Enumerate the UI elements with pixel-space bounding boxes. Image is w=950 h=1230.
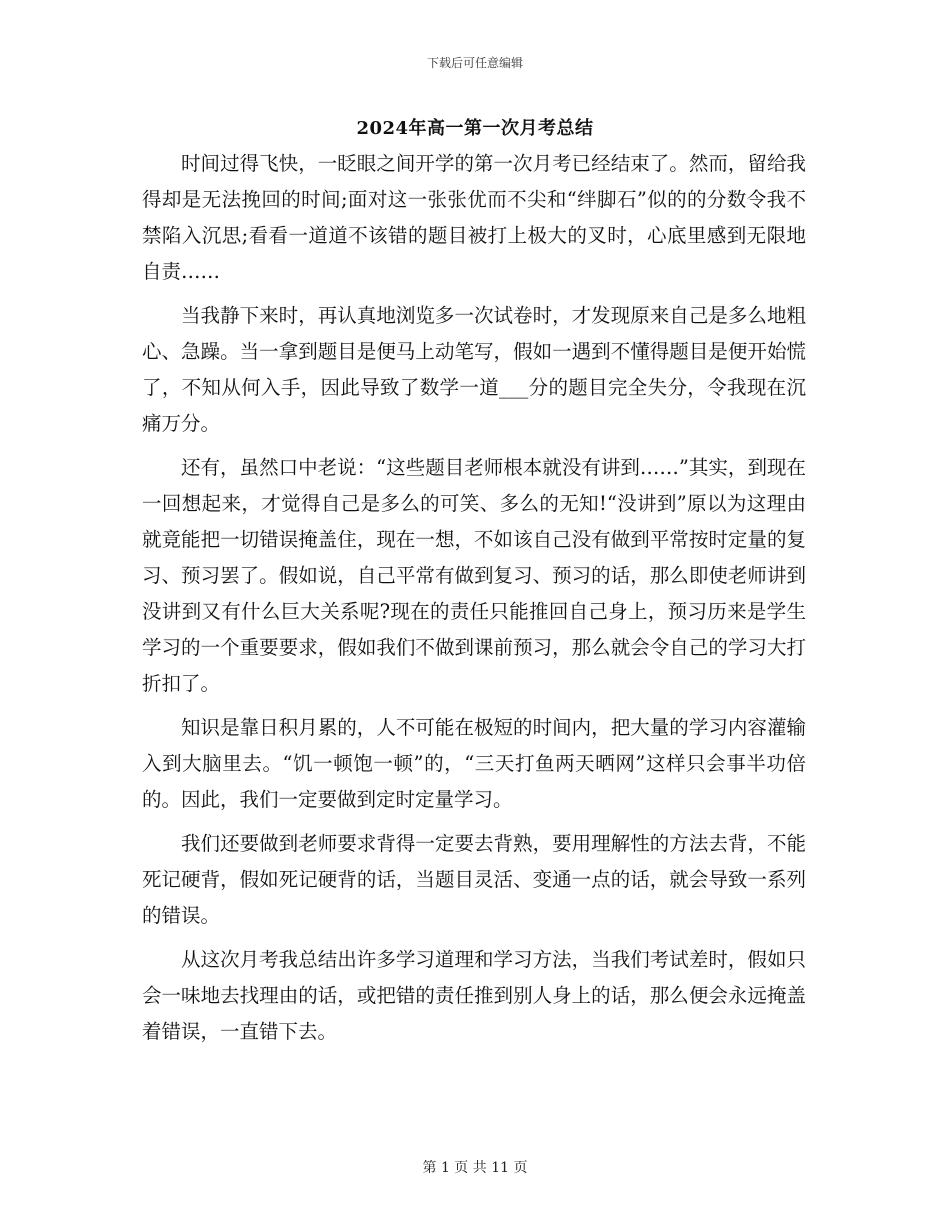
header-note: 下载后可任意编辑	[426, 56, 523, 70]
paragraph-5: 我们还要做到老师要求背得一定要去背熟，要用理解性的方法去背，不能死记硬背，假如死记硬背的话，当题目灵活、变通一点的话，就会导致一系列的错误。	[142, 832, 806, 927]
paragraph-6: 从这次月考我总结出许多学习道理和学习方法，当我们考试差时，假如只会一味地去找理由的话，或把错的责任推到别人身上的话，那么便会永远掩盖着错误，一直错下去。	[142, 948, 806, 1043]
paragraph-4: 知识是靠日积月累的，人不可能在极短的时间内，把大量的学习内容灌输入到大脑里去。“饥一顿饱一顿”的，“三天打鱼两天晒网”这样只会事半功倍的。因此，我们一定要做到定时定量学习。	[142, 716, 806, 811]
paragraph-3: 还有，虽然口中老说：“这些题目老师根本就没有讲到……”其实，到现在一回想起来，才觉得自己是多么的可笑、多么的无知!“没讲到”原以为这理由就竟能把一切错误掩盖住，现在一想，不如该自己没有做到平常按时定量的复习、预习罢了。假如说，自己平常有做到复习、预习的话，那么即使老师讲到没讲到又有什么巨大关系呢?现在的责任只能推回自己身上，预习历来是学生学习的一个重要要求，假如我们不做到课前预习，那么就会令自己的学习大打折扣了。	[142, 456, 806, 695]
document-body	[142, 146, 806, 1058]
page-number-footer: 第 1 页 共 11 页	[422, 1160, 528, 1176]
paragraph-1: 时间过得飞快，一眨眼之间开学的第一次月考已经结束了。然而，留给我得却是无法挽回的时间;面对这一张张优而不尖和“绊脚石”似的的分数令我不禁陷入沉思;看看一道道不该错的题目被打上极大的叉时，心底里感到无限地自责……	[142, 152, 806, 283]
paragraph-2: 当我静下来时，再认真地浏览多一次试卷时，才发现原来自己是多么地粗心、急躁。当一拿到题目是便马上动笔写，假如一遇到不懂得题目是便开始慌了，不知从何入手，因此导致了数学一道___分的题目完全失分，令我现在沉痛万分。	[142, 304, 806, 435]
document-title: 2024年高一第一次月考总结	[356, 118, 594, 139]
